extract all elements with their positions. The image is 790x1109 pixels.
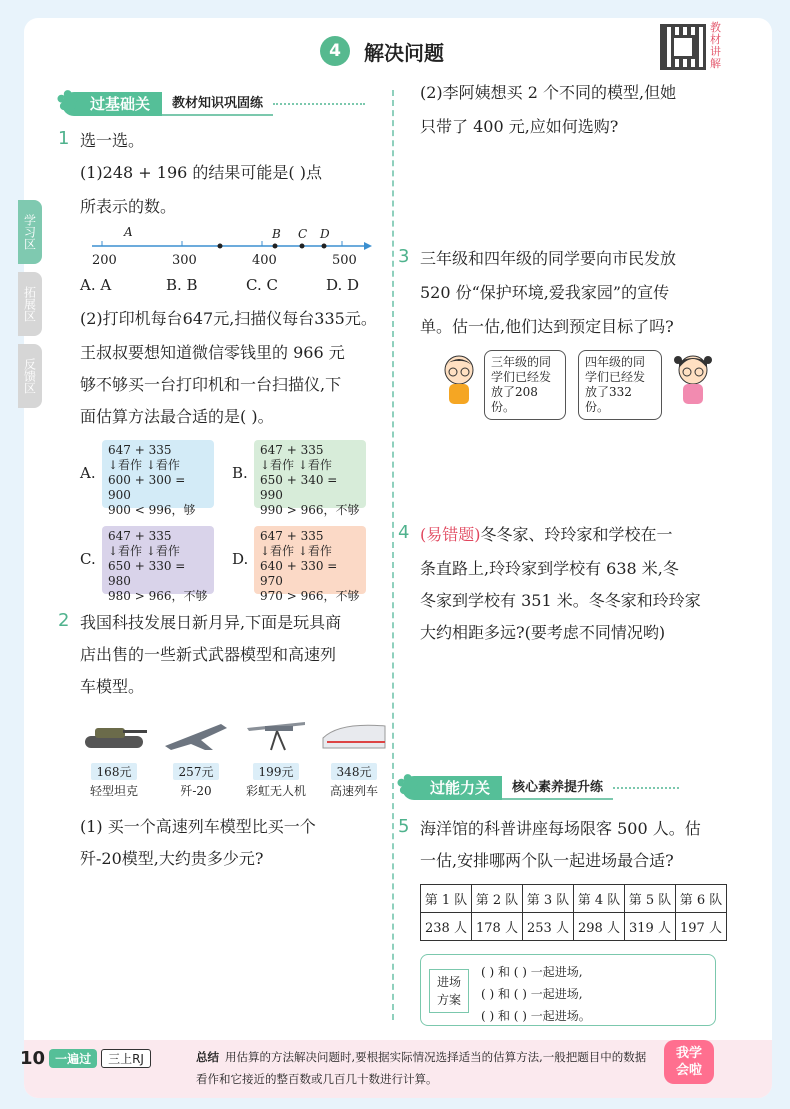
option-label: D. (232, 550, 249, 568)
learned-button[interactable]: 我学 会啦 (664, 1040, 714, 1084)
option-label: B. (232, 464, 248, 482)
girl-icon (674, 352, 712, 408)
question-text: 大约相距多远?(要考虑不同情况哟) (420, 623, 666, 642)
question-text: 单。估一估,他们达到预定目标了吗? (420, 317, 674, 336)
question-text: 面估算方法最合适的是( )。 (80, 407, 274, 426)
question-number: 3 (398, 246, 410, 267)
question-text: 三年级和四年级的同学要向市民发放 (420, 249, 677, 268)
lesson-number-badge: 4 (320, 36, 350, 66)
table-header-cell: 第 5 队 (625, 885, 676, 913)
point-label: A (124, 225, 133, 239)
side-tab-study[interactable]: 学习区 (18, 200, 42, 264)
tank-icon (79, 716, 149, 756)
section-banner-basic (56, 84, 365, 117)
grade-label: 三上RJ (101, 1049, 151, 1068)
point-label: C (298, 227, 308, 241)
model-name: 轻型坦克 (89, 784, 138, 798)
table-row (421, 885, 727, 913)
page-number: 10 (20, 1047, 46, 1069)
boy-icon (440, 352, 478, 408)
plan-tag: 进场 方案 (429, 969, 469, 1013)
model-train (316, 716, 392, 799)
question-text: 条直路上,玲玲家到学校有 638 米,冬 (420, 559, 679, 578)
table-cell: 319 人 (625, 913, 676, 941)
side-tabs (18, 200, 42, 416)
qr-code-icon[interactable] (660, 24, 706, 70)
teams-table (420, 884, 727, 941)
model-name: 高速列车 (329, 784, 378, 798)
question-text: 所表示的数。 (80, 197, 177, 216)
star-icon: ✿ (396, 768, 420, 801)
summary (196, 1046, 648, 1090)
tick-label: 500 (332, 253, 357, 268)
column-divider (392, 90, 394, 1020)
option-d[interactable]: D. D (326, 276, 360, 294)
plan-row[interactable]: ( ) 和 ( ) 一起进场。 (481, 1009, 591, 1023)
question-text: (2)李阿姨想买 2 个不同的模型,但她 (420, 83, 677, 102)
brand-logo: 一遍过 (49, 1049, 97, 1068)
price-tag: 199元 (253, 763, 300, 780)
point-label: D (320, 227, 330, 241)
speech-bubble-grade3: 三年级的同 学们已经发 放了208份。 (484, 350, 566, 420)
question-number: 1 (58, 128, 70, 149)
estimate-option-c[interactable]: 647 + 335 ↓看作 ↓看作 650 + 330 = 980 980 > 966，不够 (102, 526, 214, 594)
option-b[interactable]: B. B (166, 276, 198, 294)
question-text: (2)打印机每台647元,扫描仪每台335元。 (80, 309, 377, 328)
question-number: 2 (58, 610, 70, 631)
section-title: ✿ 过基础关 (62, 92, 162, 116)
question-number: 4 (398, 522, 410, 543)
option-c[interactable]: C. C (246, 276, 278, 294)
banner-line (613, 787, 679, 789)
model-name: 歼-20 (180, 784, 212, 798)
question-text: 520 份“保护环境,爱我家园”的宣传 (420, 283, 670, 302)
summary-text: 用估算的方法解决问题时,要根据实际情况选择适当的估算方法,一般把题目中的数据看作和它接近的整百数或几百几十数进行计算。 (196, 1050, 647, 1086)
question-text: 店出售的一些新式武器模型和高速列 (80, 645, 337, 664)
estimate-option-b[interactable]: 647 + 335 ↓看作 ↓看作 650 + 340 = 990 990 > 966，不够 (254, 440, 366, 508)
speech-bubble-grade4: 四年级的同 学们已经发 放了332份。 (578, 350, 662, 420)
model-tank (76, 716, 152, 799)
question-text: 够不够买一台打印机和一台扫描仪,下 (80, 375, 342, 394)
lesson-header (320, 36, 444, 66)
question-text: (易错题)冬冬家、玲玲家和学校在一 (420, 525, 673, 544)
question-text: (1)248 + 196 的结果可能是( )点 (80, 163, 322, 182)
fighter-jet-icon (161, 716, 231, 756)
question-text: 只带了 400 元,应如何选购? (420, 117, 619, 136)
question-text: 我国科技发展日新月异,下面是玩具商 (80, 613, 342, 632)
star-icon: ✿ (56, 84, 80, 117)
estimate-option-a[interactable]: 647 + 335 ↓看作 ↓看作 600 + 300 = 900 900 < 996，够 (102, 440, 214, 508)
side-tab-extend[interactable]: 拓展区 (18, 272, 42, 336)
question-text: (1) 买一个高速列车模型比买一个 (80, 817, 316, 836)
option-label: C. (80, 550, 96, 568)
table-cell: 238 人 (421, 913, 472, 941)
question-text: 歼-20模型,大约贵多少元? (80, 849, 264, 868)
table-header-cell: 第 4 队 (574, 885, 625, 913)
train-icon (319, 716, 389, 756)
model-drone (238, 716, 314, 799)
summary-label: 总结 (196, 1050, 219, 1064)
tick-label: 200 (92, 253, 117, 268)
entry-plan-box (420, 954, 716, 1026)
plan-row[interactable]: ( ) 和 ( ) 一起进场, (481, 987, 583, 1001)
question-text: 冬家到学校有 351 米。冬冬家和玲玲家 (420, 591, 701, 610)
model-j20 (158, 716, 234, 799)
section-title: ✿ 过能力关 (402, 776, 502, 800)
tick-label: 400 (252, 253, 277, 268)
lesson-title: 解决问题 (364, 40, 444, 65)
price-tag: 257元 (173, 763, 220, 780)
question-text: 一估,安排哪两个队一起进场最合适? (420, 851, 674, 870)
model-name: 彩虹无人机 (245, 784, 306, 798)
question-text: 车模型。 (80, 677, 145, 696)
point-label: B (272, 227, 281, 241)
table-header-cell: 第 1 队 (421, 885, 472, 913)
section-subtitle: 核心素养提升练 (502, 776, 613, 800)
table-header-cell: 第 6 队 (676, 885, 727, 913)
price-tag: 348元 (331, 763, 378, 780)
banner-line (273, 103, 365, 105)
plan-row[interactable]: ( ) 和 ( ) 一起进场, (481, 965, 583, 979)
section-banner-ability (396, 768, 679, 801)
qr-label: 教材讲解 (710, 21, 721, 70)
price-tag: 168元 (91, 763, 138, 780)
number-line (92, 236, 372, 260)
question-number: 5 (398, 816, 410, 837)
table-row (421, 913, 727, 941)
tick-label: 300 (172, 253, 197, 268)
table-cell: 178 人 (472, 913, 523, 941)
table-cell: 298 人 (574, 913, 625, 941)
section-subtitle: 教材知识巩固练 (162, 92, 273, 116)
side-tab-feedback[interactable]: 反馈区 (18, 344, 42, 408)
table-header-cell: 第 2 队 (472, 885, 523, 913)
estimate-option-d[interactable]: 647 + 335 ↓看作 ↓看作 640 + 330 = 970 970 > 966，不够 (254, 526, 366, 594)
table-cell: 197 人 (676, 913, 727, 941)
table-cell: 253 人 (523, 913, 574, 941)
footer-badge (20, 1046, 151, 1070)
option-label: A. (80, 464, 96, 482)
question-text: 海洋馆的科普讲座每场限客 500 人。估 (420, 819, 701, 838)
question-text: 王叔叔要想知道微信零钱里的 966 元 (80, 343, 345, 362)
error-prone-tag: (易错题) (420, 525, 481, 544)
table-header-cell: 第 3 队 (523, 885, 574, 913)
question-text: 选一选。 (80, 131, 145, 150)
option-a[interactable]: A. A (80, 276, 112, 294)
drone-icon (241, 716, 311, 756)
